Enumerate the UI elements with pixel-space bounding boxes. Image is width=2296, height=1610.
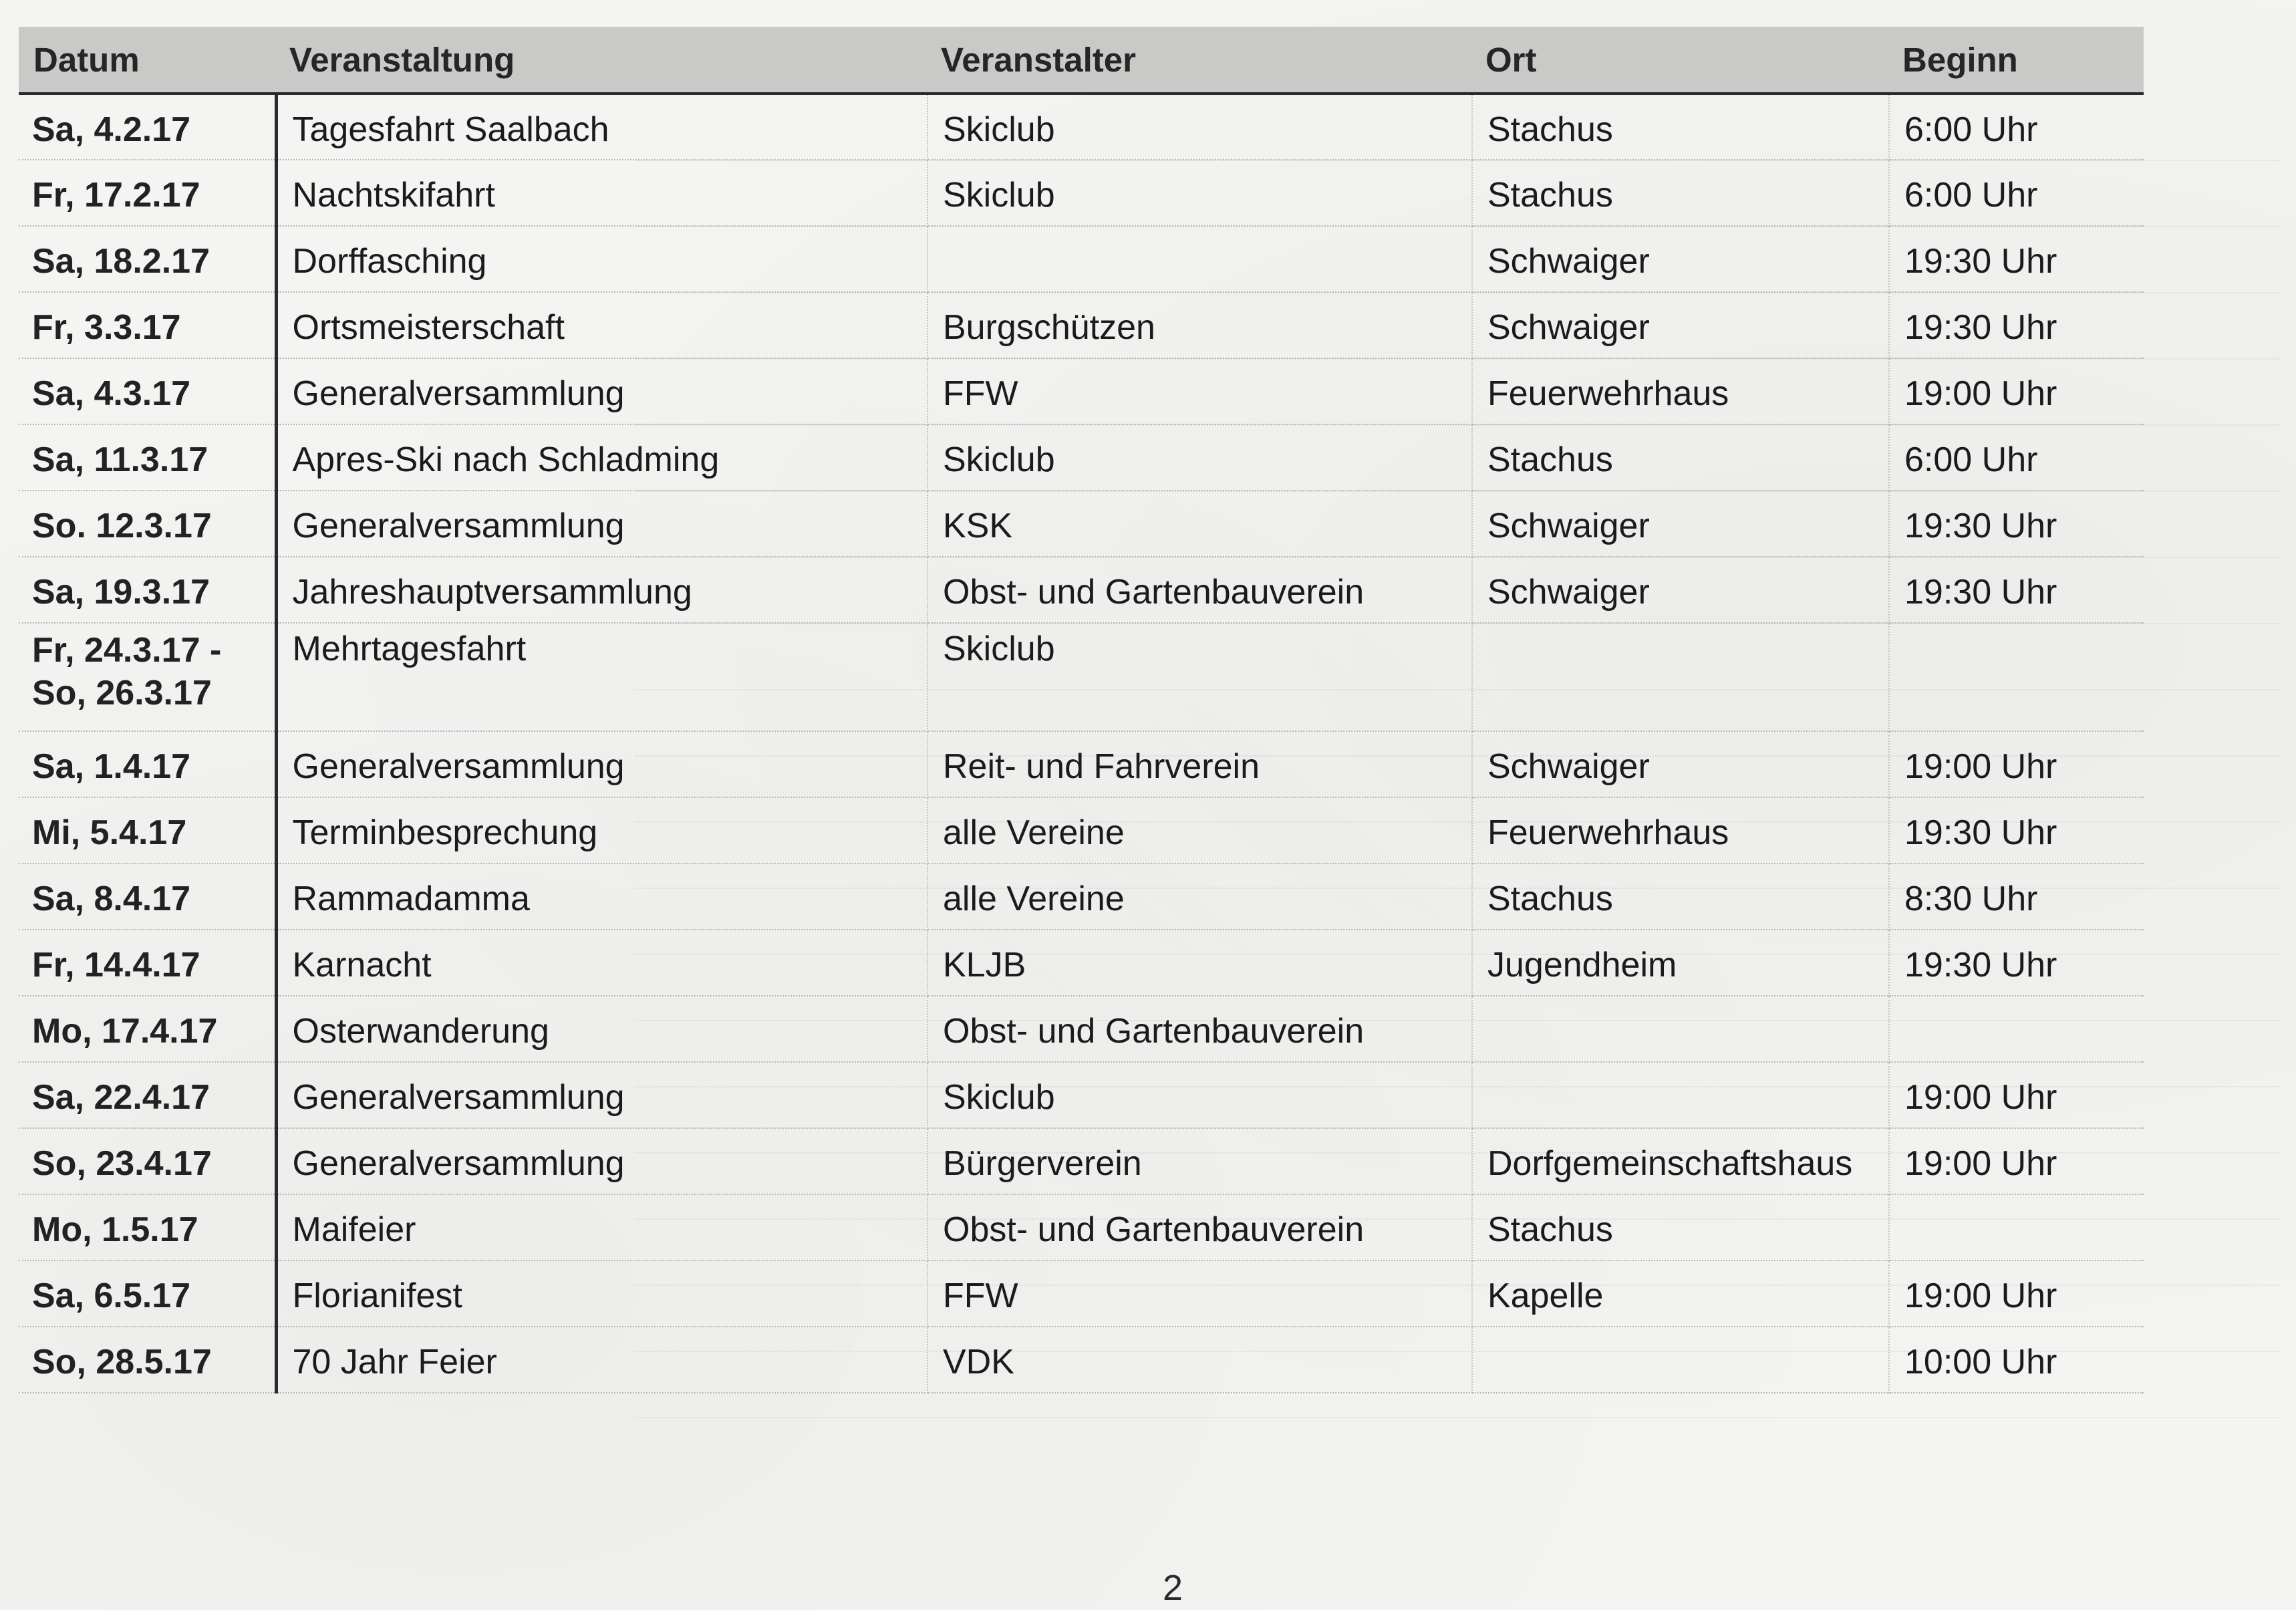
cell-start: 19:30 Uhr <box>1889 797 2144 863</box>
cell-location: Feuerwehrhaus <box>1472 797 1889 863</box>
cell-organizer: Skiclub <box>927 1062 1472 1128</box>
cell-organizer: FFW <box>927 358 1472 424</box>
table-row <box>19 1194 2144 1260</box>
column-header-start: Beginn <box>1889 27 2144 94</box>
cell-event: 70 Jahr Feier <box>276 1327 927 1393</box>
cell-organizer: KSK <box>927 491 1472 557</box>
cell-organizer: Reit- und Fahrverein <box>927 731 1472 797</box>
cell-location: Schwaiger <box>1472 557 1889 623</box>
page-number: 2 <box>1163 1568 1183 1608</box>
cell-event: Terminbesprechung <box>276 797 927 863</box>
table-row <box>19 797 2144 863</box>
event-schedule-table <box>19 27 2144 1393</box>
cell-date: Sa, 11.3.17 <box>19 424 276 491</box>
cell-organizer <box>927 226 1472 292</box>
cell-location: Stachus <box>1472 1194 1889 1260</box>
cell-location: Stachus <box>1472 863 1889 930</box>
cell-date: Sa, 4.2.17 <box>19 94 276 160</box>
table-row <box>19 557 2144 623</box>
cell-organizer: Bürgerverein <box>927 1128 1472 1194</box>
cell-start: 19:30 Uhr <box>1889 491 2144 557</box>
cell-organizer: Skiclub <box>927 623 1472 731</box>
cell-start: 19:00 Uhr <box>1889 358 2144 424</box>
cell-event: Osterwanderung <box>276 996 927 1062</box>
table-row <box>19 1327 2144 1393</box>
cell-start: 8:30 Uhr <box>1889 863 2144 930</box>
cell-organizer: alle Vereine <box>927 797 1472 863</box>
cell-date: Sa, 19.3.17 <box>19 557 276 623</box>
cell-date: Sa, 1.4.17 <box>19 731 276 797</box>
cell-location: Jugendheim <box>1472 930 1889 996</box>
cell-date: Sa, 22.4.17 <box>19 1062 276 1128</box>
cell-location <box>1472 623 1889 731</box>
table-row <box>19 1128 2144 1194</box>
table-header <box>19 27 2144 94</box>
cell-date: So. 12.3.17 <box>19 491 276 557</box>
column-header-organizer: Veranstalter <box>927 27 1472 94</box>
cell-date: Fr, 24.3.17 - So, 26.3.17 <box>19 623 276 731</box>
cell-event: Generalversammlung <box>276 1128 927 1194</box>
column-header-event: Veranstaltung <box>276 27 927 94</box>
cell-start: 6:00 Uhr <box>1889 424 2144 491</box>
cell-event: Generalversammlung <box>276 358 927 424</box>
cell-organizer: Burgschützen <box>927 292 1472 358</box>
table-row <box>19 930 2144 996</box>
cell-start: 19:00 Uhr <box>1889 1260 2144 1327</box>
cell-date: Mi, 5.4.17 <box>19 797 276 863</box>
cell-event: Karnacht <box>276 930 927 996</box>
table-row <box>19 226 2144 292</box>
cell-date: Sa, 8.4.17 <box>19 863 276 930</box>
cell-organizer: KLJB <box>927 930 1472 996</box>
cell-start: 19:30 Uhr <box>1889 292 2144 358</box>
cell-date: Fr, 3.3.17 <box>19 292 276 358</box>
cell-start: 19:00 Uhr <box>1889 731 2144 797</box>
cell-event: Florianifest <box>276 1260 927 1327</box>
cell-location: Schwaiger <box>1472 731 1889 797</box>
cell-organizer: alle Vereine <box>927 863 1472 930</box>
cell-organizer: Obst- und Gartenbauverein <box>927 557 1472 623</box>
cell-date: Sa, 4.3.17 <box>19 358 276 424</box>
cell-event: Generalversammlung <box>276 1062 927 1128</box>
cell-location <box>1472 1327 1889 1393</box>
table-row <box>19 491 2144 557</box>
cell-organizer: Skiclub <box>927 160 1472 226</box>
cell-organizer: VDK <box>927 1327 1472 1393</box>
cell-date: Sa, 6.5.17 <box>19 1260 276 1327</box>
cell-location: Feuerwehrhaus <box>1472 358 1889 424</box>
header-row <box>19 27 2144 94</box>
cell-location <box>1472 1062 1889 1128</box>
cell-location: Kapelle <box>1472 1260 1889 1327</box>
table-row <box>19 1062 2144 1128</box>
cell-event: Apres-Ski nach Schladming <box>276 424 927 491</box>
cell-location: Dorfgemeinschaftshaus <box>1472 1128 1889 1194</box>
table-row <box>19 358 2144 424</box>
cell-event: Mehrtagesfahrt <box>276 623 927 731</box>
cell-event: Rammadamma <box>276 863 927 930</box>
cell-date: Mo, 1.5.17 <box>19 1194 276 1260</box>
cell-organizer: Obst- und Gartenbauverein <box>927 1194 1472 1260</box>
cell-start <box>1889 1194 2144 1260</box>
cell-start: 10:00 Uhr <box>1889 1327 2144 1393</box>
cell-event: Generalversammlung <box>276 491 927 557</box>
cell-date: Fr, 17.2.17 <box>19 160 276 226</box>
cell-organizer: Obst- und Gartenbauverein <box>927 996 1472 1062</box>
table-row <box>19 863 2144 930</box>
cell-location: Schwaiger <box>1472 292 1889 358</box>
cell-location: Schwaiger <box>1472 491 1889 557</box>
cell-location: Schwaiger <box>1472 226 1889 292</box>
cell-start: 6:00 Uhr <box>1889 160 2144 226</box>
cell-organizer: Skiclub <box>927 424 1472 491</box>
cell-date: Sa, 18.2.17 <box>19 226 276 292</box>
cell-start: 19:30 Uhr <box>1889 557 2144 623</box>
table-body <box>19 94 2144 1393</box>
table-row <box>19 94 2144 160</box>
cell-start: 19:00 Uhr <box>1889 1062 2144 1128</box>
cell-start: 19:30 Uhr <box>1889 930 2144 996</box>
table-row <box>19 623 2144 731</box>
cell-event: Nachtskifahrt <box>276 160 927 226</box>
cell-start: 6:00 Uhr <box>1889 94 2144 160</box>
cell-event: Dorffasching <box>276 226 927 292</box>
cell-start <box>1889 623 2144 731</box>
cell-start <box>1889 996 2144 1062</box>
table-row <box>19 996 2144 1062</box>
cell-date: So, 28.5.17 <box>19 1327 276 1393</box>
column-header-location: Ort <box>1472 27 1889 94</box>
cell-event: Generalversammlung <box>276 731 927 797</box>
cell-start: 19:30 Uhr <box>1889 226 2144 292</box>
cell-date: So, 23.4.17 <box>19 1128 276 1194</box>
table-row <box>19 731 2144 797</box>
cell-location <box>1472 996 1889 1062</box>
cell-date: Fr, 14.4.17 <box>19 930 276 996</box>
cell-location: Stachus <box>1472 424 1889 491</box>
table-row <box>19 424 2144 491</box>
cell-event: Maifeier <box>276 1194 927 1260</box>
column-header-date: Datum <box>19 27 276 94</box>
cell-event: Tagesfahrt Saalbach <box>276 94 927 160</box>
cell-organizer: Skiclub <box>927 94 1472 160</box>
cell-location: Stachus <box>1472 94 1889 160</box>
cell-event: Ortsmeisterschaft <box>276 292 927 358</box>
table-row <box>19 160 2144 226</box>
table-row <box>19 292 2144 358</box>
table-row <box>19 1260 2144 1327</box>
cell-location: Stachus <box>1472 160 1889 226</box>
cell-date: Mo, 17.4.17 <box>19 996 276 1062</box>
cell-event: Jahreshauptversammlung <box>276 557 927 623</box>
cell-organizer: FFW <box>927 1260 1472 1327</box>
cell-start: 19:00 Uhr <box>1889 1128 2144 1194</box>
